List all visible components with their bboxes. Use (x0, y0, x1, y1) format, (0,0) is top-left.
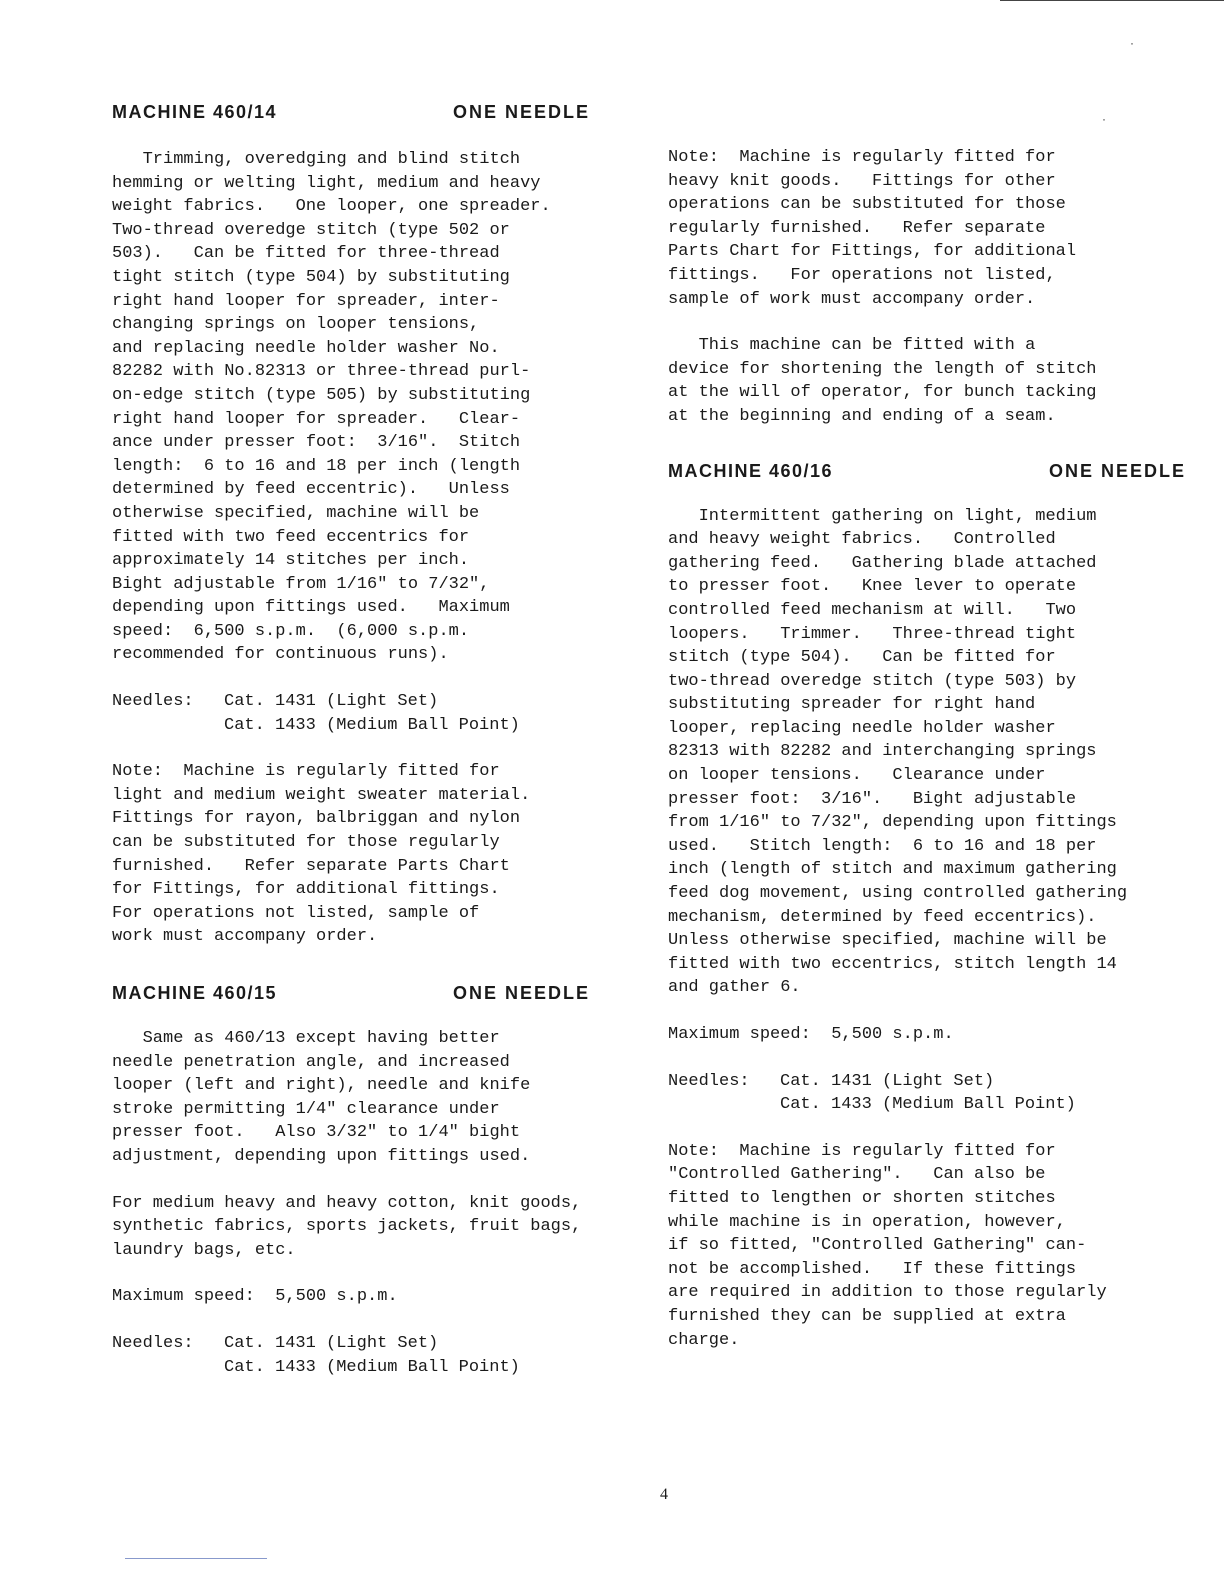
device-460-14: This machine can be fitted with a device for shortening the length of stitch at the will of operator, for bunch tacking at the beginning and ending of a seam. (668, 336, 1097, 426)
note-460-14: Note: Machine is regularly fitted for light and medium weight sweater material. Fittings for rayon, balbriggan and nylon can be substituted for those regularly furnished. Refer separate Parts Chart for Fittings, for additional fittings. For operations not listed, sample of work must accompany order. (112, 762, 531, 947)
needles-460-14 (112, 690, 602, 737)
description-460-16: Intermittent gathering on light, medium and heavy weight fabrics. Controlled gathering feed. Gathering blade attached to presser foot. Knee lever to operate controlled feed mechanism at will. Two loopers. Trimmer. Three-thread tight stitch (type 504). Can be fitted for two-thread overedge stitch (type 503) by substituting spreader for right hand looper, replacing needle holder washer 82313 with 82282 and interchanging springs on looper tensions. Clearance under presser foot: 3/16". Bight adjustable from 1/16" to 7/32", depending upon fittings used. Stitch length: 6 to 16 and 18 per inch (length of stitch and maximum gathering feed dog movement, using controlled gathering mechanism, determined by feed eccentrics). Unless otherwise specified, machine will be fitted with two eccentrics, stitch length 14 and gather 6. (668, 506, 1128, 998)
needle-count: ONE NEEDLE (1048, 460, 1186, 481)
description-460-15: Same as 460/13 except having better needle penetration angle, and increased looper (left and right), needle and knife stroke permitting 1/4" clearance under presser foot. Also 3/32" to 1/4" bight adjustment, depending upon fittings used. (112, 1029, 531, 1166)
right-column (668, 146, 1198, 1375)
note-460-14-continued: Note: Machine is regularly fitted for heavy knit goods. Fittings for other operations can be substituted for those regularly furnished. Refer separate Parts Chart for Fittings, for additional fittings. For operations not listed, sample of work must accompany order. (668, 148, 1077, 309)
needles-label: Needles: (112, 1333, 194, 1353)
needle-cat-1433: Cat. 1433 (Medium Ball Point) (224, 715, 520, 735)
needle-cat-1431: Cat. 1431 (Light Set) (780, 1071, 995, 1091)
needle-count: ONE NEEDLE (452, 102, 590, 122)
needles-460-15 (112, 1332, 602, 1379)
note-460-16: Note: Machine is regularly fitted for "Controlled Gathering". Can also be fitted to lengthen or shorten stitches while machine is in operation, however, if so fitted, "Controlled Gathering" can- not be accomplished. If these fittings are required in addition to those regularly furnished they can be supplied at extra charge. (668, 1141, 1107, 1350)
bottom-rule (125, 1558, 267, 1559)
speck-mark: · (1130, 36, 1134, 50)
speck-mark: · (1102, 112, 1106, 126)
needles-460-16 (668, 1070, 1198, 1117)
top-rule (1000, 0, 1224, 1)
needle-cat-1431: Cat. 1431 (Light Set) (224, 692, 439, 712)
max-speed-460-16: Maximum speed: 5,500 s.p.m. (668, 1025, 954, 1044)
heading-460-16 (668, 461, 1198, 489)
needle-cat-1431: Cat. 1431 (Light Set) (224, 1333, 439, 1353)
machine-title: MACHINE 460/14 (112, 102, 278, 122)
uses-460-15: For medium heavy and heavy cotton, knit goods, synthetic fabrics, sports jackets, fruit bags, laundry bags, etc. (112, 1193, 582, 1260)
needle-cat-1433: Cat. 1433 (Medium Ball Point) (224, 1357, 520, 1377)
needles-label: Needles: (668, 1071, 750, 1091)
heading-460-14 (112, 102, 602, 130)
needle-count: ONE NEEDLE (452, 983, 590, 1003)
machine-title: MACHINE 460/16 (668, 460, 834, 481)
heading-460-15 (112, 983, 602, 1011)
page-number: 4 (660, 1486, 668, 1503)
max-speed-460-15: Maximum speed: 5,500 s.p.m. (112, 1287, 398, 1307)
left-column (112, 98, 602, 1402)
description-460-14: Trimming, overedging and blind stitch hemming or welting light, medium and heavy weight fabrics. One looper, one spreader. Two-thread overedge stitch (type 502 or 503). Can be fitted for three-thread tight stitch (type 504) by substituting right hand looper for spreader, inter- changing springs on looper tensions, and replacing needle holder washer No. 82282 with No.82313 or three-thread purl- on-edge stitch (type 505) by substituting right hand looper for spreader. Clear- ance under presser foot: 3/16". Stitch length: 6 to 16 and 18 per inch (length determined by feed eccentric). Unless otherwise specified, machine will be fitted with two feed eccentrics for approximately 14 stitches per inch. Bight adjustable from 1/16" to 7/32", depending upon fittings used. Maximum speed: 6,500 s.p.m. (6,000 s.p.m. recommended for continuous runs). (112, 150, 551, 665)
needle-cat-1433: Cat. 1433 (Medium Ball Point) (780, 1095, 1076, 1115)
needles-label: Needles: (112, 692, 194, 712)
machine-title: MACHINE 460/15 (112, 983, 278, 1003)
